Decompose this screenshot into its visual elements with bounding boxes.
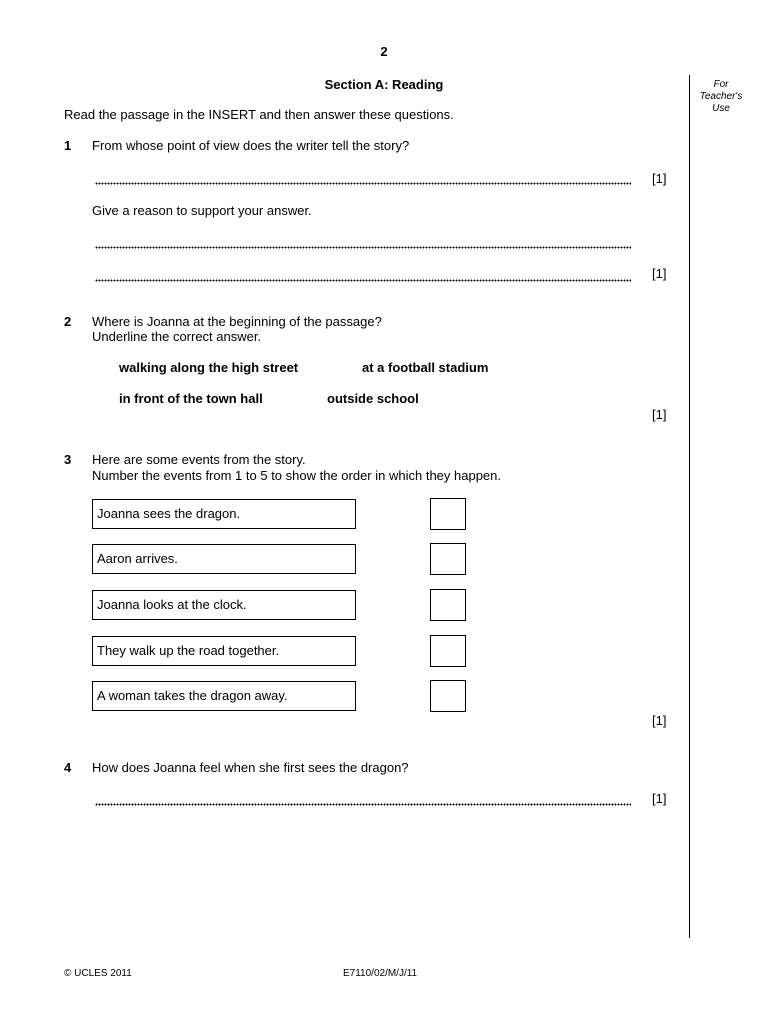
- question-3-line-1: Here are some events from the story.: [92, 452, 306, 467]
- order-number-box[interactable]: [430, 635, 466, 667]
- event-box: They walk up the road together.: [92, 636, 356, 666]
- question-1-mark: [1]: [652, 171, 667, 186]
- answer-line[interactable]: [95, 246, 631, 249]
- section-title: Section A: Reading: [324, 77, 444, 92]
- teacher-label-line: For: [713, 79, 729, 90]
- question-4-mark: [1]: [652, 791, 667, 806]
- question-2-mark: [1]: [652, 407, 667, 422]
- question-1-followup-mark: [1]: [652, 266, 667, 281]
- event-box: Joanna looks at the clock.: [92, 590, 356, 620]
- question-2-number: 2: [64, 314, 72, 329]
- question-3-number: 3: [64, 452, 72, 467]
- question-2-line-2: Underline the correct answer.: [92, 329, 262, 344]
- intro-instruction: Read the passage in the INSERT and then answer these questions.: [64, 107, 454, 122]
- question-1-text: From whose point of view does the writer tell the story?: [92, 138, 410, 153]
- question-2-line-1: Where is Joanna at the beginning of the passage?: [92, 314, 382, 329]
- question-1-number: 1: [64, 138, 72, 153]
- answer-option[interactable]: outside school: [327, 391, 419, 406]
- event-box: A woman takes the dragon away.: [92, 681, 356, 711]
- question-1-followup: Give a reason to support your answer.: [92, 203, 312, 218]
- question-3-mark: [1]: [652, 713, 667, 728]
- teacher-use-label: [692, 79, 750, 115]
- order-number-box[interactable]: [430, 498, 466, 530]
- copyright: © UCLES 2011: [64, 968, 132, 979]
- teacher-label-line: Teacher's: [699, 91, 743, 102]
- order-number-box[interactable]: [430, 680, 466, 712]
- answer-option[interactable]: at a football stadium: [362, 360, 489, 375]
- page-number: 2: [380, 44, 388, 59]
- answer-line[interactable]: [95, 803, 631, 806]
- answer-option[interactable]: walking along the high street: [119, 360, 299, 375]
- teacher-use-column-rule: [689, 75, 690, 938]
- event-box: Aaron arrives.: [92, 544, 356, 574]
- question-3-line-2: Number the events from 1 to 5 to show the order in which they happen.: [92, 468, 502, 483]
- answer-line[interactable]: [95, 182, 631, 185]
- answer-option[interactable]: in front of the town hall: [119, 391, 263, 406]
- paper-code: E7110/02/M/J/11: [343, 968, 418, 979]
- question-4-number: 4: [64, 760, 72, 775]
- order-number-box[interactable]: [430, 589, 466, 621]
- order-number-box[interactable]: [430, 543, 466, 575]
- teacher-label-line: Use: [712, 103, 730, 114]
- question-4-text: How does Joanna feel when she first sees the dragon?: [92, 760, 409, 775]
- event-box: Joanna sees the dragon.: [92, 499, 356, 529]
- answer-line[interactable]: [95, 279, 631, 282]
